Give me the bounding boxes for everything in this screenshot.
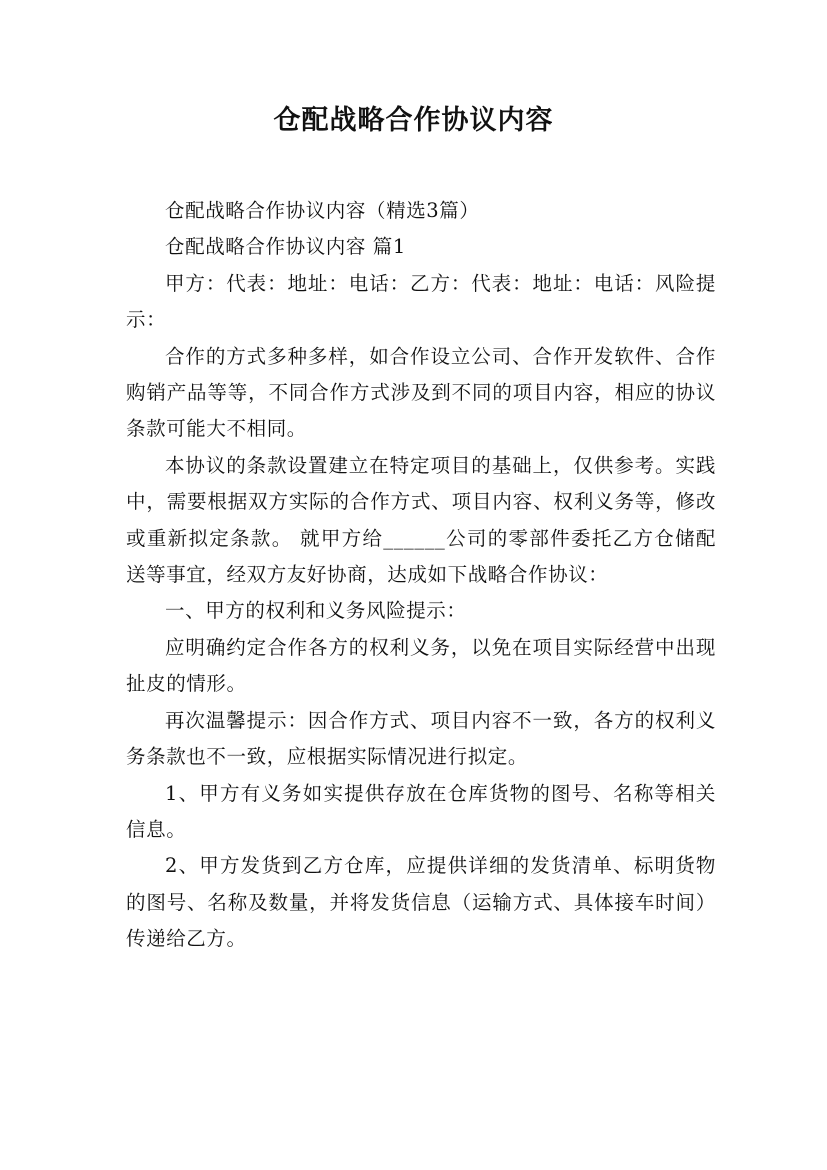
paragraph-clause-1: 1、甲方有义务如实提供存放在仓库货物的图号、名称等相关信息。 bbox=[126, 781, 716, 841]
paragraph-parties: 甲方：代表：地址：电话：乙方：代表：地址：电话：风险提示： bbox=[126, 271, 716, 332]
paragraph-party-a-rights-heading: 一、甲方的权利和义务风险提示： bbox=[165, 599, 467, 623]
paragraph-agreement-basis: 本协议的条款设置建立在特定项目的基础上，仅供参考。实践中，需要根据双方实际的合作方式、项目内容、权利义务等，修改或重新拟定条款。 就甲方给______公司的零部件委托乙方仓储配送等事宜，经双方友好协商，达成如下战略合作协议： bbox=[126, 453, 716, 587]
document-body bbox=[126, 193, 716, 958]
paragraph-clause-2: 2、甲方发货到乙方仓库，应提供详细的发货清单、标明货物的图号、名称及数量，并将发货信息（运输方式、具体接车时间）传递给乙方。 bbox=[126, 854, 716, 951]
document-title: 仓配战略合作协议内容 bbox=[273, 105, 554, 136]
paragraph-cooperation-methods: 合作的方式多种多样，如合作设立公司、合作开发软件、合作购销产品等等，不同合作方式涉及到不同的项目内容，相应的协议条款可能大不相同。 bbox=[126, 344, 716, 441]
paragraph-subtitle: 仓配战略合作协议内容（精选3篇） bbox=[165, 199, 480, 222]
paragraph-reminder: 再次温馨提示：因合作方式、项目内容不一致，各方的权利义务条款也不一致，应根据实际情况进行拟定。 bbox=[126, 708, 716, 769]
paragraph-rights-note: 应明确约定合作各方的权利义务，以免在项目实际经营中出现扯皮的情形。 bbox=[126, 635, 716, 696]
paragraph-section-heading: 仓配战略合作协议内容 篇1 bbox=[165, 235, 406, 259]
